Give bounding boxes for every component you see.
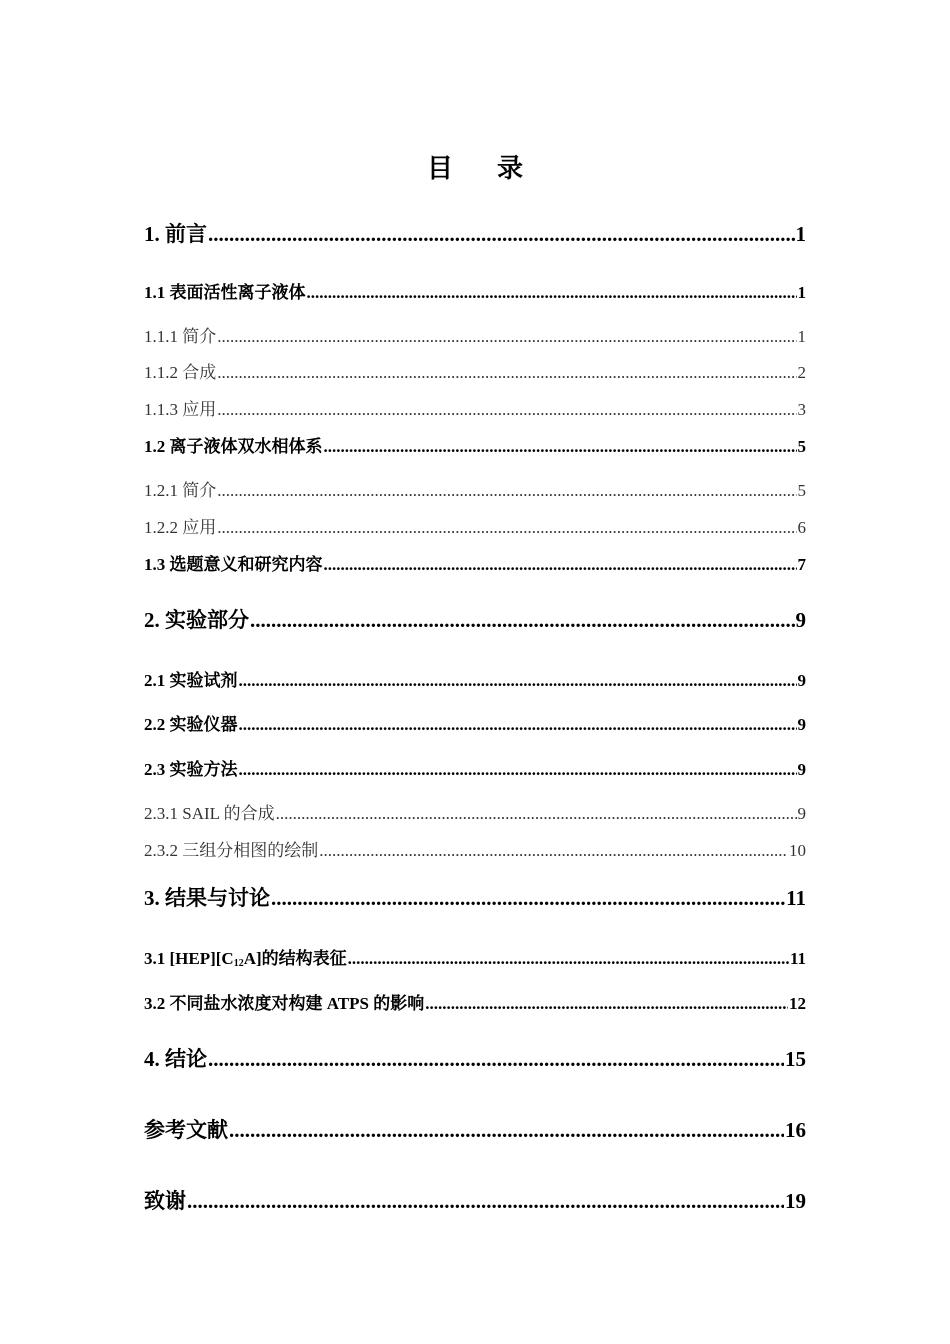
toc-entry-3[interactable]: [144, 882, 806, 912]
toc-entry-page: 9: [797, 671, 806, 690]
toc-entry-label: 2. 实验部分: [144, 608, 249, 632]
toc-entry-2-3-1[interactable]: [144, 799, 806, 824]
toc-title: 目录: [426, 154, 567, 183]
dot-leader: [239, 715, 797, 735]
toc-entry-1-2[interactable]: [144, 432, 806, 457]
dot-leader: [319, 841, 788, 861]
toc-entry-label: 1.2.2 应用: [144, 518, 217, 537]
toc-entry-label: 1.1 表面活性离子液体: [144, 283, 306, 302]
toc-entry-page: 5: [797, 437, 806, 456]
toc-entry-page: 6: [797, 518, 806, 537]
toc-entry-page: 11: [786, 886, 806, 910]
dot-leader: [276, 804, 797, 824]
toc-entry-label: 1.1.3 应用: [144, 400, 217, 419]
dot-leader: [217, 400, 796, 420]
toc-entry-2-2[interactable]: [144, 710, 806, 735]
toc-entry-label: 3.2 不同盐水浓度对构建 ATPS 的影响: [144, 994, 425, 1013]
dot-leader: [239, 760, 797, 780]
toc-entry-label: 3. 结果与讨论: [144, 886, 270, 910]
dot-leader: [229, 1118, 784, 1143]
dot-leader: [250, 608, 795, 633]
toc-entry-1-3[interactable]: [144, 550, 806, 575]
toc-entry-page: 1: [797, 283, 806, 302]
toc-entry-page: 3: [797, 400, 806, 419]
toc-entry-label: [144, 944, 347, 969]
toc-entry-1[interactable]: [144, 218, 806, 248]
dot-leader: [217, 327, 796, 347]
dot-leader: [208, 1047, 784, 1072]
dot-leader: [271, 886, 785, 911]
toc-entry-page: 9: [797, 760, 806, 779]
dot-leader: [217, 481, 796, 501]
toc-entry-label: 致谢: [144, 1189, 186, 1213]
toc-entry-1-2-1[interactable]: [144, 476, 806, 501]
toc-entry-2[interactable]: [144, 604, 806, 634]
toc-entry-page: 5: [797, 481, 806, 500]
toc-entry-page: 12: [789, 994, 806, 1013]
toc-entry-page: 19: [785, 1189, 806, 1213]
dot-leader: [217, 518, 796, 538]
toc-entry-2-1[interactable]: [144, 666, 806, 691]
dot-leader: [425, 994, 788, 1014]
toc-entry-label: 2.3.1 SAIL 的合成: [144, 804, 275, 823]
dot-leader: [187, 1189, 784, 1214]
toc-entry-1-1-2[interactable]: [144, 358, 806, 383]
toc-entry-page: 9: [797, 804, 806, 823]
toc-entry-label: 1.1.1 简介: [144, 327, 217, 346]
toc-entry-2-3-2[interactable]: [144, 836, 806, 861]
toc-entry-label: 1.2 离子液体双水相体系: [144, 437, 323, 456]
toc-entry-label-suffix: A]的结构表征: [243, 949, 347, 968]
dot-leader: [208, 222, 795, 247]
toc-entry-page: 7: [797, 555, 806, 574]
toc-entry-1-1[interactable]: [144, 278, 806, 303]
dot-leader: [239, 671, 797, 691]
toc-entry-label: 2.1 实验试剂: [144, 671, 238, 690]
toc-entry-label: 1.2.1 简介: [144, 481, 217, 500]
toc-entry-label-subscript: 12: [233, 958, 244, 969]
dot-leader: [324, 437, 797, 457]
toc-entry-label-prefix: 3.1 [HEP][C: [144, 949, 234, 968]
toc-entry-3-2[interactable]: [144, 989, 806, 1014]
toc-entry-references[interactable]: [144, 1114, 806, 1144]
toc-entry-label: 1.1.2 合成: [144, 363, 217, 382]
toc-entry-label: 1.3 选题意义和研究内容: [144, 555, 323, 574]
toc-entry-acknowledgements[interactable]: [144, 1185, 806, 1215]
toc-entry-label: 参考文献: [144, 1118, 228, 1142]
toc-entry-2-3[interactable]: [144, 755, 806, 780]
dot-leader: [348, 949, 789, 969]
toc-entry-1-2-2[interactable]: [144, 513, 806, 538]
toc-entry-page: 16: [785, 1118, 806, 1142]
toc-entry-page: 1: [795, 222, 806, 246]
dot-leader: [217, 363, 796, 383]
toc-entry-page: 9: [795, 608, 806, 632]
dot-leader: [324, 555, 797, 575]
toc-entry-page: 15: [785, 1047, 806, 1071]
toc-entry-page: 10: [789, 841, 806, 860]
toc-entry-label: 2.2 实验仪器: [144, 715, 238, 734]
toc-entry-label: 4. 结论: [144, 1047, 207, 1071]
toc-entry-page: 1: [797, 327, 806, 346]
toc-entry-label: 1. 前言: [144, 222, 207, 246]
toc-entry-page: 2: [797, 363, 806, 382]
dot-leader: [307, 283, 797, 303]
toc-entry-label: 2.3.2 三组分相图的绘制: [144, 841, 319, 860]
toc-entry-3-1[interactable]: [144, 944, 806, 969]
toc-entry-1-1-3[interactable]: [144, 395, 806, 420]
toc-entry-label: 2.3 实验方法: [144, 760, 238, 779]
toc-entry-1-1-1[interactable]: [144, 322, 806, 347]
toc-entry-page: 9: [797, 715, 806, 734]
toc-entry-4[interactable]: [144, 1043, 806, 1073]
toc-entry-page: 11: [789, 949, 806, 968]
